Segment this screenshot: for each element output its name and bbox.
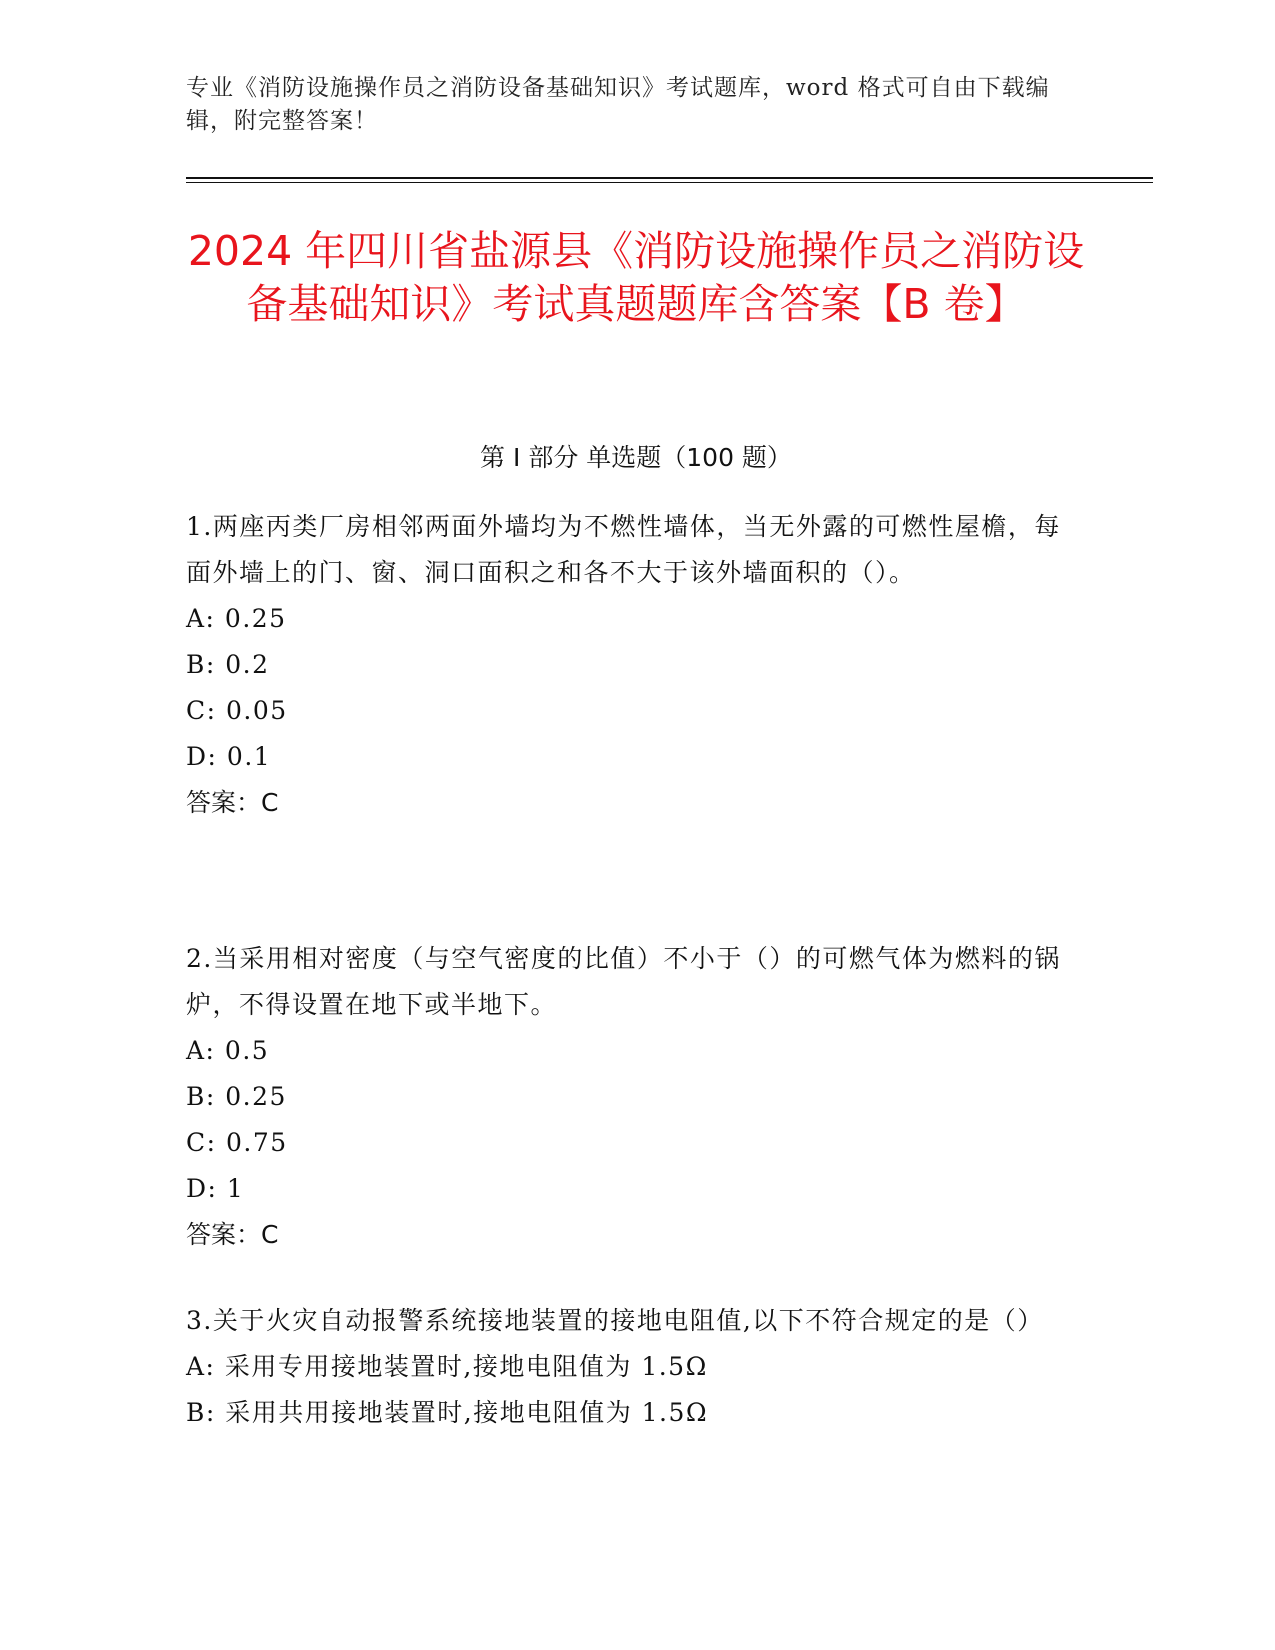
option-b: B: 0.2 [186, 650, 270, 679]
answer: 答案：C [186, 788, 279, 817]
answer: 答案：C [186, 1220, 279, 1249]
option-c: C: 0.05 [186, 696, 288, 725]
question-text: 3.关于火灾自动报警系统接地装置的接地电阻值,以下不符合规定的是（） [186, 1306, 1044, 1335]
header-divider-thick [186, 177, 1153, 179]
option-d: D: 1 [186, 1174, 245, 1203]
header-note: 专业《消防设施操作员之消防设备基础知识》考试题库，word 格式可自由下载编辑，附完整答案！ [186, 75, 1050, 134]
question-text: 1.两座丙类厂房相邻两面外墙均为不燃性墙体，当无外露的可燃性屋檐，每面外墙上的门、窗、洞口面积之和各不大于该外墙面积的（）。 [186, 512, 1061, 587]
question-3 [186, 1298, 1076, 1436]
question-2 [186, 936, 1076, 1258]
option-b: B: 采用共用接地装置时,接地电阻值为 1.5Ω [186, 1398, 709, 1427]
option-b: B: 0.25 [186, 1082, 287, 1111]
option-a: A: 0.25 [186, 604, 287, 633]
option-d: D: 0.1 [186, 742, 272, 771]
option-c: C: 0.75 [186, 1128, 288, 1157]
option-a: A: 0.5 [186, 1036, 270, 1065]
question-text: 2.当采用相对密度（与空气密度的比值）不小于（）的可燃气体为燃料的锅炉，不得设置在地下或半地下。 [186, 944, 1061, 1019]
header-divider-thin [186, 182, 1153, 183]
document-title: 2024 年四川省盐源县《消防设施操作员之消防设备基础知识》考试真题题库含答案【B 卷】 [187, 227, 1085, 328]
option-a: A: 采用专用接地装置时,接地电阻值为 1.5Ω [186, 1352, 708, 1381]
question-1 [186, 504, 1076, 826]
section-title: 第 I 部分 单选题（100 题） [480, 443, 792, 472]
